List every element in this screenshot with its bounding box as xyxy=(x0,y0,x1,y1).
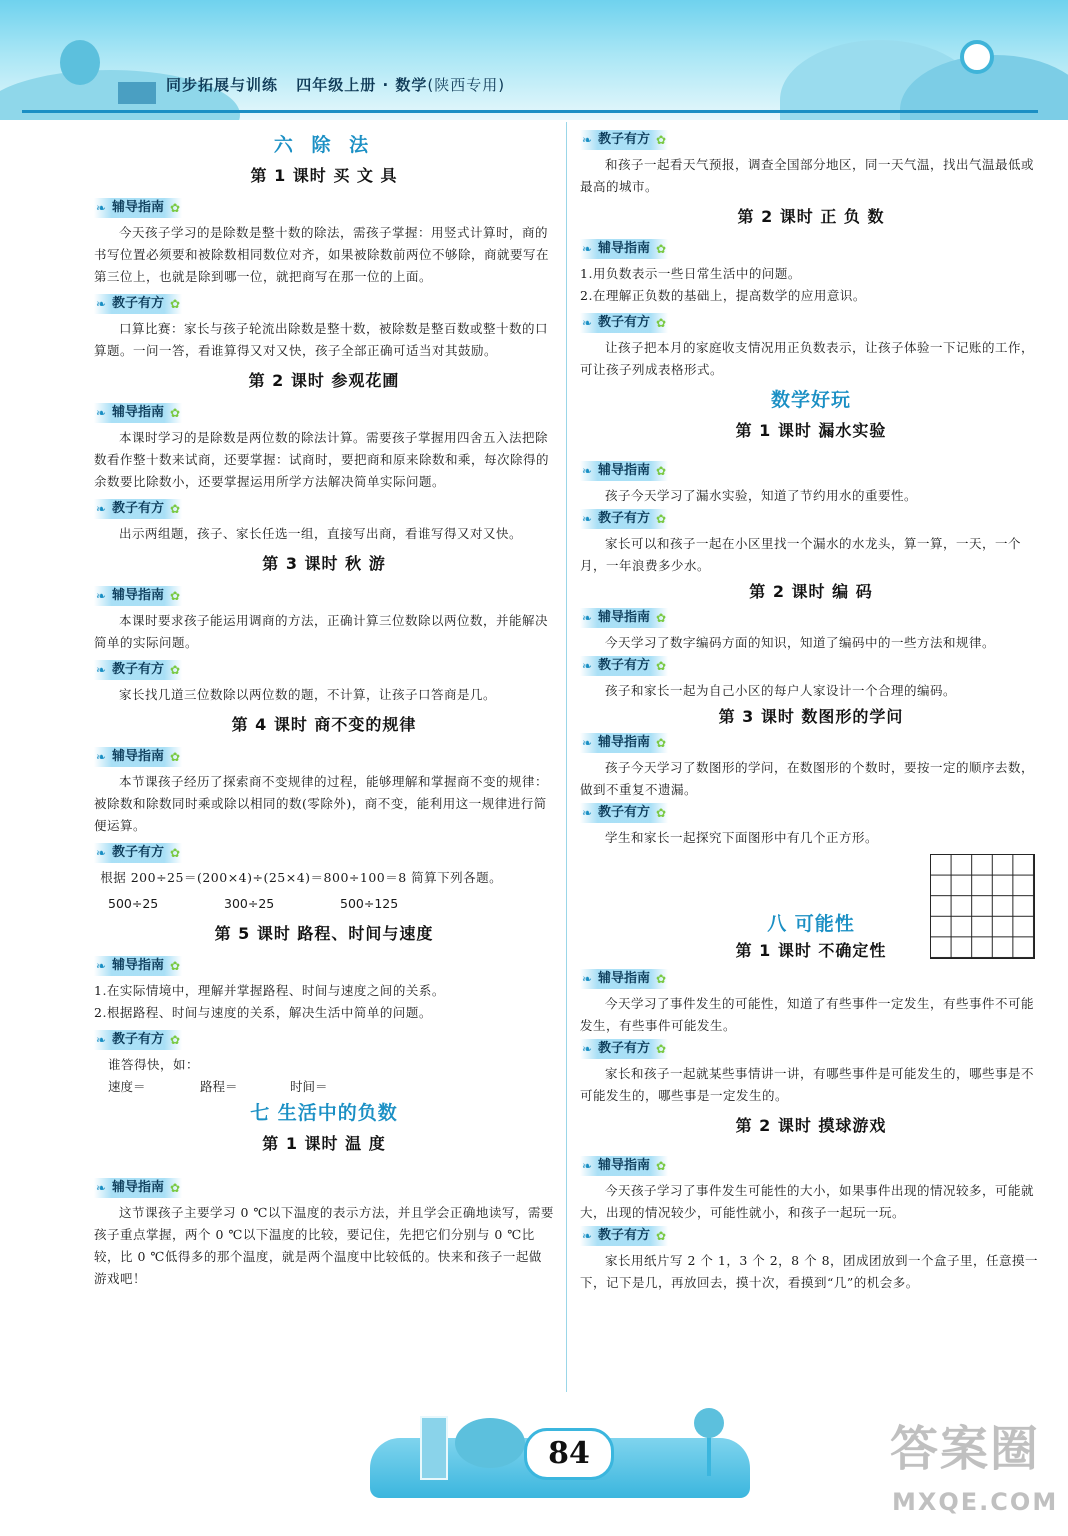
page-header-banner xyxy=(0,0,1068,120)
guide-text: 今天孩子学习了事件发生可能性的大小，如果事件出现的情况较多，可能就大，出现的情况较少，可能性就小，和孩子一起玩一玩。 xyxy=(580,1183,1035,1220)
guide-tag: ❧ 辅导指南 ✿ xyxy=(580,1156,668,1176)
guide-tag: ❧ 辅导指南 ✿ xyxy=(94,956,182,976)
lesson-title: 第 1 课时 漏水实验 xyxy=(735,421,887,440)
lesson-title: 第 2 课时 参观花圃 xyxy=(248,371,400,390)
leaf-icon: ❧ xyxy=(96,663,107,677)
formula-item: 速度＝ xyxy=(108,1079,146,1094)
guide-text: 本课时学习的是除数是两位数的除法计算。需要孩子掌握用四舍五入法把除数看作整十数来试商，还要掌握：试商时，要把商和原来除数和乘，每次除得的余数要比除数小，还要掌握运用所学方法解决简单实际问题。 xyxy=(94,430,550,489)
sprout-icon: ✿ xyxy=(170,297,181,311)
guide-tag: ❧ 辅导指南 ✿ xyxy=(94,1178,182,1198)
guide-tag: ❧ 辅导指南 ✿ xyxy=(94,747,182,767)
parent-text: 学生和家长一起探究下面图形中有几个正方形。 xyxy=(605,830,879,845)
sprout-icon: ✿ xyxy=(656,1042,667,1056)
lesson-title: 第 2 课时 摸球游戏 xyxy=(735,1116,887,1135)
parent-tag: ❧ 教子有方 ✿ xyxy=(580,1226,668,1246)
sprout-icon: ✿ xyxy=(656,972,667,986)
sprout-icon: ✿ xyxy=(170,406,181,420)
guide-tag: ❧ 辅导指南 ✿ xyxy=(580,239,668,259)
leaf-icon: ❧ xyxy=(582,659,593,673)
formula-item: 时间＝ xyxy=(290,1079,328,1094)
exercise-item: 500÷125 xyxy=(340,896,399,911)
parent-tag: ❧ 教子有方 ✿ xyxy=(94,843,182,863)
parent-text: 家长找几道三位数除以两位数的题，不计算，让孩子口答商是几。 xyxy=(119,687,497,702)
leaf-icon: ❧ xyxy=(96,846,107,860)
parent-tag: ❧ 教子有方 ✿ xyxy=(580,803,668,823)
sprout-icon: ✿ xyxy=(170,663,181,677)
leaf-icon: ❧ xyxy=(96,959,107,973)
guide-text: 孩子今天学习了漏水实验，知道了节约用水的重要性。 xyxy=(605,488,918,503)
guide-text: 孩子今天学习了数图形的学问，在数图形的个数时，要按一定的顺序去数，做到不重复不遗漏。 xyxy=(580,760,1035,797)
unit-title: 八 可能性 xyxy=(767,913,855,935)
leaf-icon: ❧ xyxy=(96,297,107,311)
sprout-icon: ✿ xyxy=(656,1229,667,1243)
guide-text: 2.根据路程、时间与速度的关系，解决生活中简单的问题。 xyxy=(94,1005,432,1020)
tree-icon xyxy=(60,40,100,85)
leaf-icon: ❧ xyxy=(582,464,593,478)
watermark-url: MXQE.COM xyxy=(892,1488,1059,1516)
sprout-icon: ✿ xyxy=(170,201,181,215)
sprout-icon: ✿ xyxy=(656,464,667,478)
leaf-icon: ❧ xyxy=(96,750,107,764)
unit-title: 七 生活中的负数 xyxy=(250,1102,398,1124)
leaf-icon: ❧ xyxy=(96,406,107,420)
leaf-icon: ❧ xyxy=(96,502,107,516)
column-divider xyxy=(566,122,567,1392)
site-watermark xyxy=(880,1410,1060,1530)
parent-text: 让孩子把本月的家庭收支情况用正负数表示，让孩子体验一下记账的工作，可让孩子列成表格形式。 xyxy=(580,340,1035,377)
formula-row xyxy=(94,1076,554,1098)
guide-tag: ❧ 辅导指南 ✿ xyxy=(580,733,668,753)
house-icon xyxy=(118,82,156,104)
parent-text: 家长和孩子一起就某些事情讲一讲，有哪些事件是可能发生的，哪些事是不可能发生的，哪些事是一定发生的。 xyxy=(580,1066,1035,1103)
sprout-icon: ✿ xyxy=(656,316,667,330)
lesson-title: 第 1 课时 买 文 具 xyxy=(250,166,398,185)
flower-icon xyxy=(960,40,994,74)
leaf-icon: ❧ xyxy=(96,589,107,603)
watermark-logo-text: 答案圈 xyxy=(890,1421,1041,1477)
parent-text: 家长用纸片写 2 个 1，3 个 2，8 个 8，团成团放到一个盒子里，任意摸一下，记下是几，再放回去，摸十次，看摸到“几”的机会多。 xyxy=(580,1253,1039,1290)
guide-text: 1.在实际情境中，理解并掌握路程、时间与速度之间的关系。 xyxy=(94,983,445,998)
sprout-icon: ✿ xyxy=(656,242,667,256)
leaf-icon: ❧ xyxy=(96,201,107,215)
leaf-icon: ❧ xyxy=(582,1229,593,1243)
lesson-title: 第 1 课时 不确定性 xyxy=(735,941,887,960)
leaf-icon: ❧ xyxy=(96,1181,107,1195)
parent-tag: ❧ 教子有方 ✿ xyxy=(580,1039,668,1059)
grade-subject: 四年级上册 · 数学 xyxy=(296,76,428,94)
parent-tag: ❧ 教子有方 ✿ xyxy=(94,499,182,519)
bush-icon xyxy=(455,1418,525,1468)
guide-text: 2.在理解正负数的基础上，提高数学的应用意识。 xyxy=(580,288,866,303)
formula-item: 路程＝ xyxy=(200,1079,238,1094)
exercise-item: 300÷25 xyxy=(224,896,275,911)
lesson-title: 第 2 课时 编 码 xyxy=(749,582,873,601)
parent-text: 谁答得快，如： xyxy=(108,1057,200,1072)
page-number: 84 xyxy=(524,1428,614,1480)
parent-text: 和孩子一起看天气预报，调查全国部分地区，同一天气温，找出气温最低或最高的城市。 xyxy=(580,157,1035,194)
sprout-icon: ✿ xyxy=(170,1181,181,1195)
parent-tag: ❧ 教子有方 ✿ xyxy=(94,660,182,680)
guide-tag: ❧ 辅导指南 ✿ xyxy=(580,608,668,628)
parent-tag: ❧ 教子有方 ✿ xyxy=(580,130,668,150)
sprout-icon: ✿ xyxy=(656,659,667,673)
leaf-icon: ❧ xyxy=(582,611,593,625)
right-column xyxy=(580,128,1042,1294)
leaf-icon: ❧ xyxy=(582,806,593,820)
guide-tag: ❧ 辅导指南 ✿ xyxy=(580,461,668,481)
sprout-icon: ✿ xyxy=(656,736,667,750)
sprout-icon: ✿ xyxy=(656,611,667,625)
lesson-title: 第 4 课时 商不变的规律 xyxy=(231,715,417,734)
lesson-title: 第 2 课时 正 负 数 xyxy=(737,207,885,226)
leaf-icon: ❧ xyxy=(582,972,593,986)
left-column xyxy=(94,128,554,1294)
guide-tag: ❧ 辅导指南 ✿ xyxy=(580,969,668,989)
exercise-item: 500÷25 xyxy=(108,896,159,911)
leaf-icon: ❧ xyxy=(96,1033,107,1047)
guide-text: 本节课孩子经历了探索商不变规律的过程，能够理解和掌握商不变的规律：被除数和除数同时乘或除以相同的数(零除外)，商不变，能利用这一规律进行简便运算。 xyxy=(94,774,549,833)
square-grid-figure xyxy=(930,854,1035,959)
parent-tag: ❧ 教子有方 ✿ xyxy=(94,294,182,314)
sprout-icon: ✿ xyxy=(170,1033,181,1047)
guide-text: 今天学习了事件发生的可能性，知道了有些事件一定发生，有些事件不可能发生，有些事件可能发生。 xyxy=(580,996,1035,1033)
leaf-icon: ❧ xyxy=(582,1042,593,1056)
book-title: 同步拓展与训练 xyxy=(166,76,279,94)
guide-text: 本课时要求孩子能运用调商的方法，正确计算三位数除以两位数，并能解决简单的实际问题。 xyxy=(94,613,549,650)
sprout-icon: ✿ xyxy=(170,502,181,516)
header-rule xyxy=(22,110,1038,113)
lesson-title: 第 5 课时 路程、时间与速度 xyxy=(214,924,434,943)
unit-title: 六 除 法 xyxy=(273,134,375,156)
leaf-icon: ❧ xyxy=(582,133,593,147)
parent-tag: ❧ 教子有方 ✿ xyxy=(580,656,668,676)
sprout-icon: ✿ xyxy=(656,133,667,147)
stem-icon xyxy=(707,1436,711,1476)
guide-tag: ❧ 辅导指南 ✿ xyxy=(94,586,182,606)
sprout-icon: ✿ xyxy=(656,512,667,526)
parent-text: 孩子和家长一起为自己小区的每户人家设计一个合理的编码。 xyxy=(605,683,957,698)
sprout-icon: ✿ xyxy=(170,959,181,973)
guide-text: 1.用负数表示一些日常生活中的问题。 xyxy=(580,266,801,281)
sprout-icon: ✿ xyxy=(656,1159,667,1173)
leaf-icon: ❧ xyxy=(582,512,593,526)
parent-tag: ❧ 教子有方 ✿ xyxy=(580,313,668,333)
parent-tag: ❧ 教子有方 ✿ xyxy=(580,509,668,529)
leaf-icon: ❧ xyxy=(582,242,593,256)
parent-tag: ❧ 教子有方 ✿ xyxy=(94,1030,182,1050)
flower-icon xyxy=(694,1408,724,1438)
guide-text: 这节课孩子主要学习 0 ℃以下温度的表示方法，并且学会正确地读写，需要孩子重点掌握，两个 0 ℃以下温度的比较，要记住，先把它们分别与 0 ℃比较，比 0 ℃低得多的那个温度，就是两个温度中比较低的。快来和孩子一起做游戏吧！ xyxy=(94,1205,554,1286)
guide-text: 今天学习了数字编码方面的知识，知道了编码中的一些方法和规律。 xyxy=(605,635,996,650)
leaf-icon: ❧ xyxy=(582,316,593,330)
sprout-icon: ✿ xyxy=(170,846,181,860)
exercise-row xyxy=(94,893,554,915)
sprout-icon: ✿ xyxy=(170,589,181,603)
running-head xyxy=(166,74,517,100)
parent-text: 口算比赛：家长与孩子轮流出除数是整十数，被除数是整百数或整十数的口算题。一问一答，看谁算得又对又快，孩子全部正确可适当对其鼓励。 xyxy=(94,321,549,358)
parent-text: 出示两组题，孩子、家长任选一组，直接写出商，看谁写得又对又快。 xyxy=(119,526,523,541)
parent-text: 根据 200÷25＝(200×4)÷(25×4)＝800÷100＝8 简算下列各题。 xyxy=(100,870,503,885)
guide-text: 今天孩子学习的是除数是整十数的除法，需孩子掌握：用竖式计算时，商的书写位置必须要和被除数相同数位对齐，如果被除数前两位不够除，商就要写在第三位上，也就是除到哪一位，就把商写在那一位的上面。 xyxy=(94,225,550,284)
edition-note: (陕西专用) xyxy=(427,76,506,94)
leaf-icon: ❧ xyxy=(582,1159,593,1173)
lesson-title: 第 1 课时 温 度 xyxy=(262,1134,386,1153)
leaf-icon: ❧ xyxy=(582,736,593,750)
guide-tag: ❧ 辅导指南 ✿ xyxy=(94,198,182,218)
unit-title: 数学好玩 xyxy=(770,389,851,411)
sprout-icon: ✿ xyxy=(656,806,667,820)
tower-icon xyxy=(420,1416,448,1480)
guide-tag: ❧ 辅导指南 ✿ xyxy=(94,403,182,423)
sprout-icon: ✿ xyxy=(170,750,181,764)
parent-text: 家长可以和孩子一起在小区里找一个漏水的水龙头，算一算，一天，一个月，一年浪费多少水。 xyxy=(580,536,1022,573)
lesson-title: 第 3 课时 数图形的学问 xyxy=(718,707,904,726)
lesson-title: 第 3 课时 秋 游 xyxy=(262,554,386,573)
